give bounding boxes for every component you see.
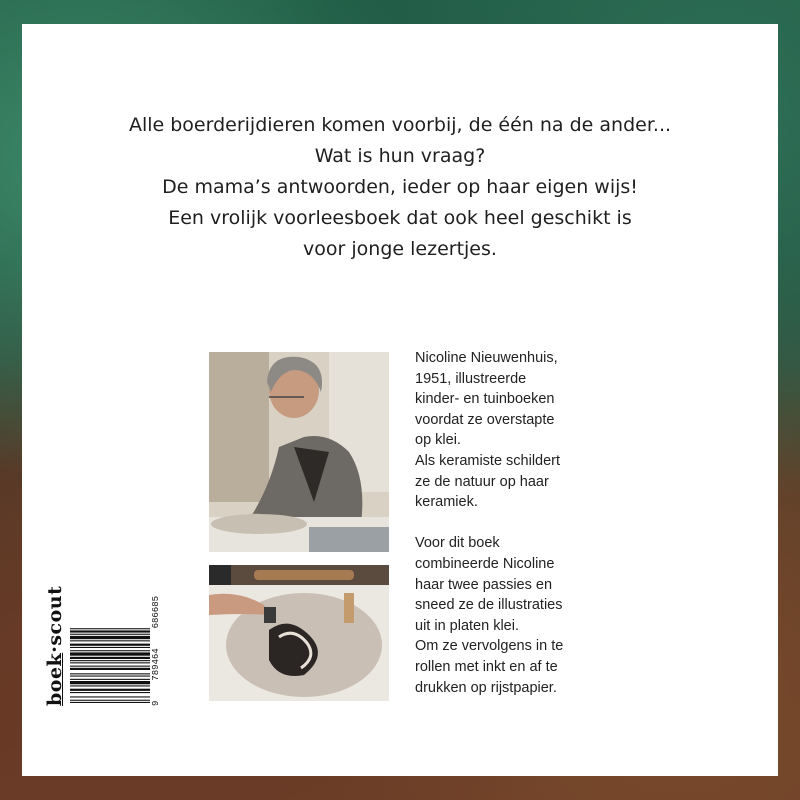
bio-line: Voor dit boek — [415, 535, 500, 552]
bio-line: Nicoline Nieuwenhuis, — [415, 350, 558, 366]
bio-line: uit in platen klei. — [415, 617, 519, 634]
bio-line: 1951, illustreerde — [415, 370, 527, 387]
bio-line: sneed ze de illustraties — [415, 597, 563, 614]
bio-line: Als keramiste schildert — [415, 452, 561, 469]
bio-line: keramiek. — [415, 494, 478, 511]
clay-plate-photo — [209, 565, 389, 701]
isbn-group-2: 686685 — [151, 596, 161, 629]
author-bio — [415, 348, 615, 719]
bio-line: voordat ze overstapte — [415, 411, 555, 428]
blurb-line: Wat is hun vraag? — [314, 145, 486, 167]
back-cover-panel — [22, 24, 778, 776]
blurb-line: voor jonge lezertjes. — [303, 238, 497, 260]
blurb-line: Alle boerderijdieren komen voorbij, de één na de ander... — [128, 114, 672, 136]
bio-line: Om ze vervolgens in te — [415, 638, 564, 655]
bio-paragraph — [415, 533, 615, 698]
bio-line: drukken op rijstpapier. — [415, 679, 557, 696]
publisher-logo: boek·scout — [44, 585, 66, 706]
isbn-digits — [151, 596, 165, 706]
isbn-first-digit: 9 — [151, 700, 161, 706]
blurb-line: De mama’s antwoorden, ieder op haar eigen wijs! — [162, 176, 638, 198]
blurb-line: Een vrolijk voorleesboek dat ook heel geschikt is — [168, 207, 632, 229]
bio-paragraph — [415, 348, 615, 513]
bio-line: haar twee passies en — [415, 576, 553, 593]
bio-line: op klei. — [415, 432, 461, 449]
bio-line: ze de natuur op haar — [415, 473, 549, 490]
isbn-group-1: 789464 — [151, 648, 161, 681]
barcode-block — [44, 585, 174, 706]
author-photo-carving — [209, 352, 389, 552]
blurb-text — [22, 110, 778, 265]
isbn-barcode — [70, 596, 150, 706]
bio-line: rollen met inkt en af te — [415, 658, 558, 675]
bio-line: combineerde Nicoline — [415, 555, 555, 572]
bio-line: kinder- en tuinboeken — [415, 391, 555, 408]
